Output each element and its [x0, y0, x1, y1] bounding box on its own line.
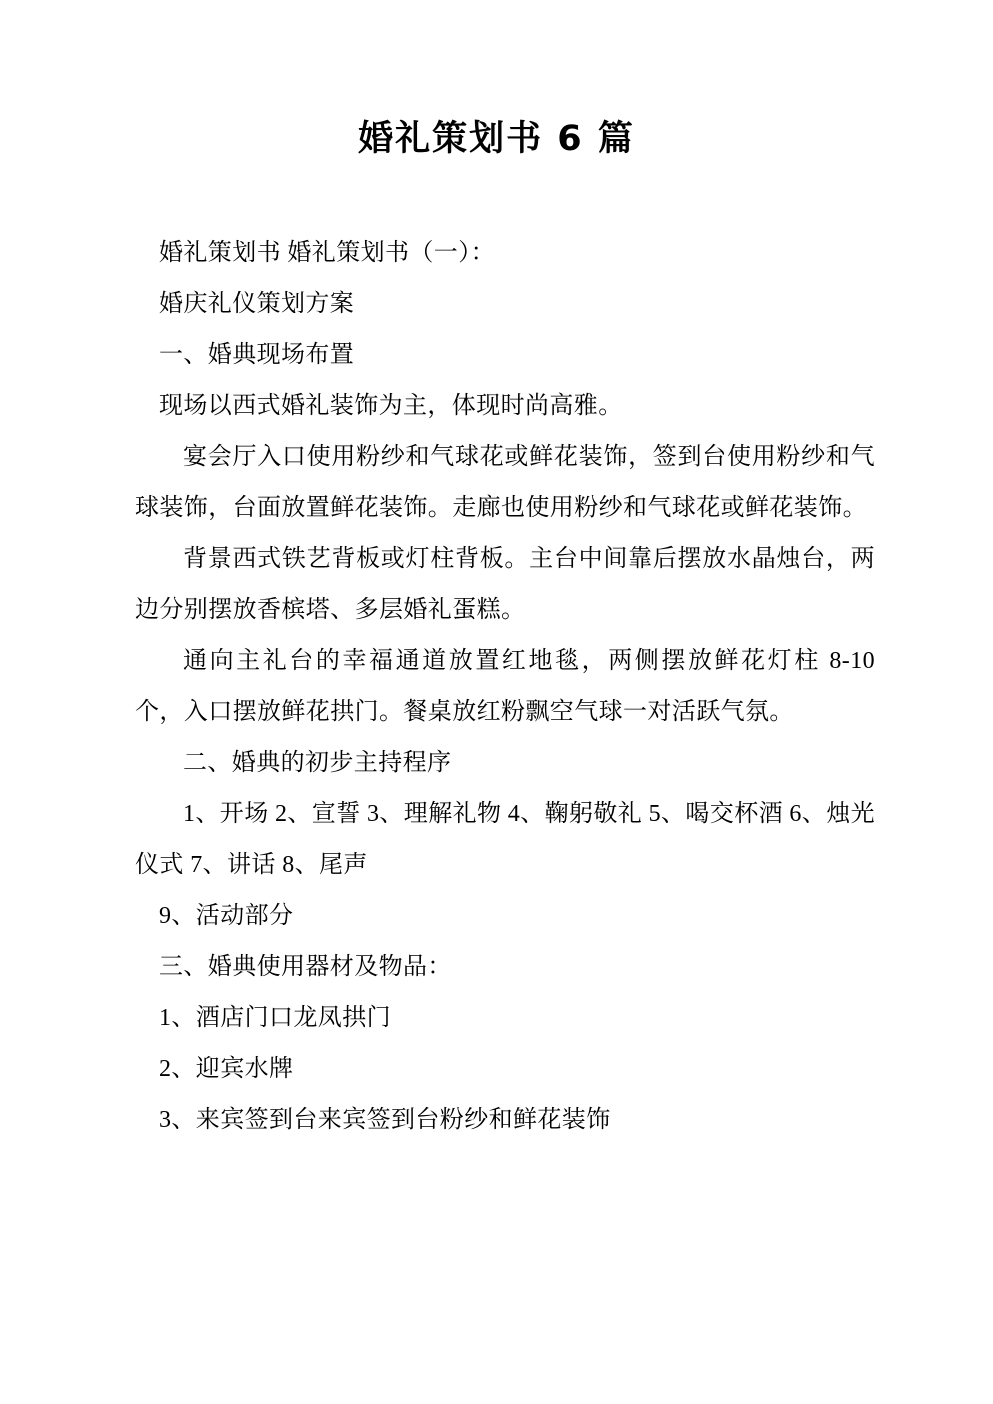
paragraph: 三、婚典使用器材及物品：	[159, 954, 452, 980]
paragraph: 背景西式铁艺背板或灯柱背板。主台中间靠后摆放水晶烛台，两边分别摆放香槟塔、多层婚礼蛋糕。	[135, 546, 875, 623]
paragraph: 二、婚典的初步主持程序	[183, 750, 452, 776]
paragraph: 1、开场 2、宣誓 3、理解礼物 4、鞠躬敬礼 5、喝交杯酒 6、烛光仪式 7、讲话 8、尾声	[135, 801, 875, 878]
document-body	[0, 228, 993, 1146]
paragraph: 2、迎宾水牌	[159, 1056, 294, 1082]
paragraph: 3、来宾签到台来宾签到台粉纱和鲜花装饰	[159, 1107, 611, 1133]
paragraph: 宴会厅入口使用粉纱和气球花或鲜花装饰，签到台使用粉纱和气球装饰，台面放置鲜花装饰。走廊也使用粉纱和气球花或鲜花装饰。	[135, 444, 875, 521]
paragraph: 9、活动部分	[159, 903, 294, 929]
paragraph: 现场以西式婚礼装饰为主，体现时尚高雅。	[159, 393, 623, 419]
paragraph: 通向主礼台的幸福通道放置红地毯，两侧摆放鲜花灯柱 8-10 个，入口摆放鲜花拱门。餐桌放红粉飘空气球一对活跃气氛。	[135, 648, 875, 725]
paragraph: 婚庆礼仪策划方案	[159, 291, 355, 317]
paragraph: 一、婚典现场布置	[159, 342, 355, 368]
paragraph: 1、酒店门口龙凤拱门	[159, 1005, 391, 1031]
paragraph: 婚礼策划书 婚礼策划书（一）：	[159, 240, 495, 266]
page-title: 婚礼策划书 6 篇	[358, 119, 635, 159]
